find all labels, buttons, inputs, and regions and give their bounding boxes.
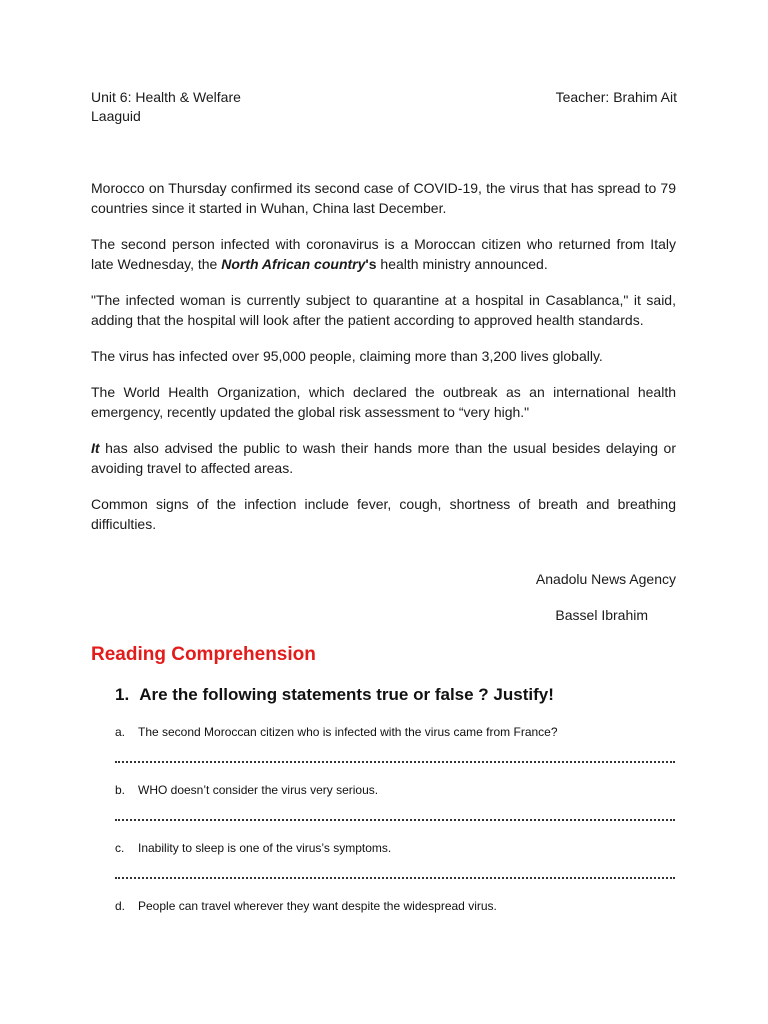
item-marker: a. [115,725,126,739]
emphasized-word: It [91,440,100,456]
article-paragraph: Common signs of the infection include fever, cough, shortness of breath and breathing difficulties. [91,496,676,532]
section-title: Reading Comprehension [91,644,316,665]
possessive-suffix: 's [365,256,377,272]
statement-item [115,725,675,783]
article-body [91,178,676,550]
answer-line[interactable] [115,871,675,879]
article-source [536,570,676,625]
item-marker: d. [115,899,126,913]
question-number: 1. [115,685,130,704]
statement-item [115,841,675,899]
statement-item [115,783,675,841]
statement-list [115,725,675,957]
article-paragraph: "The infected woman is currently subject to quarantine at a hospital in Casablanca," it said, adding that the hospital will look after the patient according to approved health standards. [91,292,676,328]
document-header [91,88,677,126]
paragraph-text: The second person infected with coronavirus is a Moroccan citizen who returned from Italy late Wednesday, the [91,236,676,272]
statement-text: People can travel wherever they want despite the widespread virus. [138,899,497,913]
news-agency: Anadolu News Agency [535,571,676,587]
statement-text: The second Moroccan citizen who is infected with the virus came from France? [138,725,558,739]
item-marker: b. [115,783,126,797]
teacher-name: Teacher: Brahim Ait [555,89,677,105]
answer-line[interactable] [115,755,675,763]
item-marker: c. [115,841,125,855]
article-paragraph: The World Health Organization, which declared the outbreak as an international health emergency, recently updated the global risk assessment to “very high." [91,384,676,420]
emphasized-phrase: North African country [221,256,366,272]
question-heading [115,685,554,705]
paragraph-text: health ministry announced. [376,256,548,272]
article-paragraph: The virus has infected over 95,000 people, claiming more than 3,200 lives globally. [91,348,603,364]
statement-text: WHO doesn’t consider the virus very serious. [138,783,379,797]
article-paragraph: Morocco on Thursday confirmed its second case of COVID-19, the virus that has spread to 79 countries since it started in Wuhan, China last December. [91,180,676,216]
question-text: Are the following statements true or false ? Justify! [139,685,554,704]
article-author: Bassel Ibrahim [555,607,648,623]
statement-item [115,899,675,957]
statement-text: Inability to sleep is one of the virus’s symptoms. [138,841,392,855]
teacher-name-continued: Laaguid [91,108,141,124]
unit-title: Unit 6: Health & Welfare [91,89,241,105]
article-paragraph [91,438,676,478]
article-paragraph [91,234,676,274]
paragraph-text: has also advised the public to wash their hands more than the usual besides delaying or avoiding travel to affected areas. [91,440,676,476]
answer-line[interactable] [115,813,675,821]
